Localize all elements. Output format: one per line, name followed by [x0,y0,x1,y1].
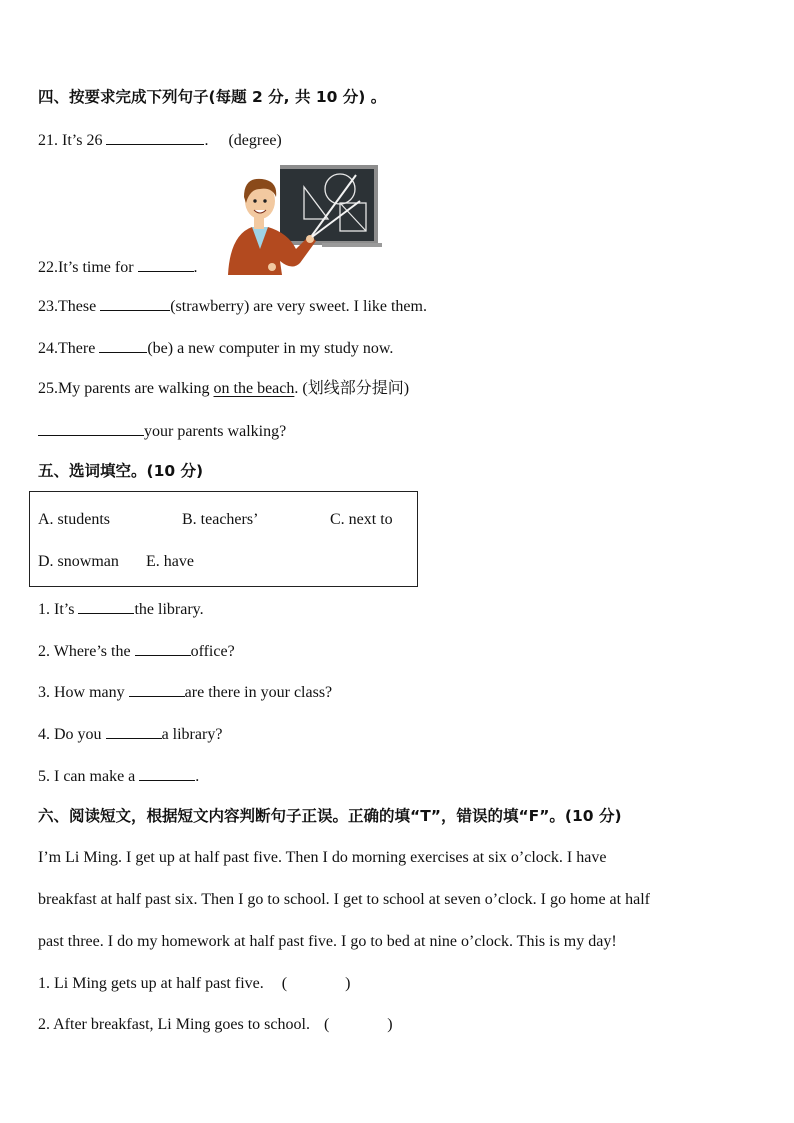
judge-question-2-close-paren: ) [387,1016,393,1033]
question-25-underlined-phrase: on the beach [213,380,295,397]
question-21 [38,130,282,151]
fill-question-1-blank[interactable] [78,599,134,614]
fill-question-2 [38,641,235,662]
section-4-heading: 四、按要求完成下列句子(每题 2 分, 共 10 分) 。 [38,88,387,106]
passage-line-2: breakfast at half past six. Then I go to school. I get to school at seven o’clock. I go home at half [38,891,650,908]
fill-question-4-text: 4. Do you [38,726,102,743]
fill-question-2-blank[interactable] [135,641,191,656]
fill-question-4 [38,724,222,745]
fill-question-5 [38,766,199,787]
fill-question-5-text: 5. I can make a [38,768,136,785]
question-24-rest: (be) a new computer in my study now. [147,340,394,357]
fill-question-3 [38,682,332,703]
fill-question-3-rest: are there in your class? [184,684,333,701]
judge-question-2 [38,1015,393,1035]
judge-question-1-open-paren: ( [281,975,288,992]
question-24 [38,338,393,359]
fill-question-2-rest: office? [190,643,235,660]
fill-question-2-text: 2. Where’s the [38,643,131,660]
judge-question-2-text: 2. After breakfast, Li Ming goes to school. [38,1016,310,1033]
option-d: D. snowman [38,553,119,570]
question-23-rest: (strawberry) are very sweet. I like them. [170,298,427,315]
passage-line-1: I’m Li Ming. I get up at half past five. Then I do morning exercises at six o’clock. I have [38,849,607,866]
question-25-instruction: . (划线部分提问) [294,380,410,397]
option-e: E. have [146,553,194,570]
fill-question-1-rest: the library. [134,601,204,618]
question-23-text: 23.These [38,298,97,315]
question-21-period: . [204,132,209,149]
fill-question-1 [38,599,204,620]
question-23 [38,296,427,317]
passage-line-3: past three. I do my homework at half past five. I go to bed at nine o’clock. This is my day! [38,933,617,950]
question-21-text: 21. It’s 26 [38,132,103,149]
section-5-heading: 五、选词填空。(10 分) [38,462,204,480]
question-24-blank[interactable] [99,338,147,353]
question-22-blank[interactable] [138,257,194,272]
judge-question-1-text: 1. Li Ming gets up at half past five. [38,975,264,992]
option-b: B. teachers’ [182,511,259,528]
fill-question-5-blank[interactable] [139,766,195,781]
fill-question-5-period: . [195,768,200,785]
question-25 [38,379,409,399]
fill-question-1-text: 1. It’s [38,601,75,618]
question-21-hint: (degree) [228,132,282,149]
option-a: A. students [38,511,110,528]
question-22 [38,257,198,278]
teacher-at-blackboard-illustration [222,163,382,275]
question-24-text: 24.There [38,340,96,357]
fill-question-3-blank[interactable] [129,682,185,697]
section-6-heading: 六、阅读短文，根据短文内容判断句子正误。正确的填“T”，错误的填“F”。(10 分) [38,807,622,825]
question-25-answer-blank[interactable] [38,421,144,436]
question-22-text: 22.It’s time for [38,259,134,276]
judge-question-1 [38,974,350,994]
fill-question-4-blank[interactable] [106,724,162,739]
judge-question-1-close-paren: ) [345,975,351,992]
fill-question-3-text: 3. How many [38,684,125,701]
judge-question-2-open-paren: ( [323,1016,330,1033]
question-25-text: 25.My parents are walking [38,380,214,397]
option-c: C. next to [330,511,393,528]
fill-question-4-rest: a library? [161,726,223,743]
question-23-blank[interactable] [100,296,170,311]
word-bank-box [29,491,418,587]
question-25-answer-text: your parents walking? [144,423,287,440]
question-22-period: . [193,259,198,276]
question-25-answer-line [38,421,286,442]
question-21-blank[interactable] [106,130,204,145]
